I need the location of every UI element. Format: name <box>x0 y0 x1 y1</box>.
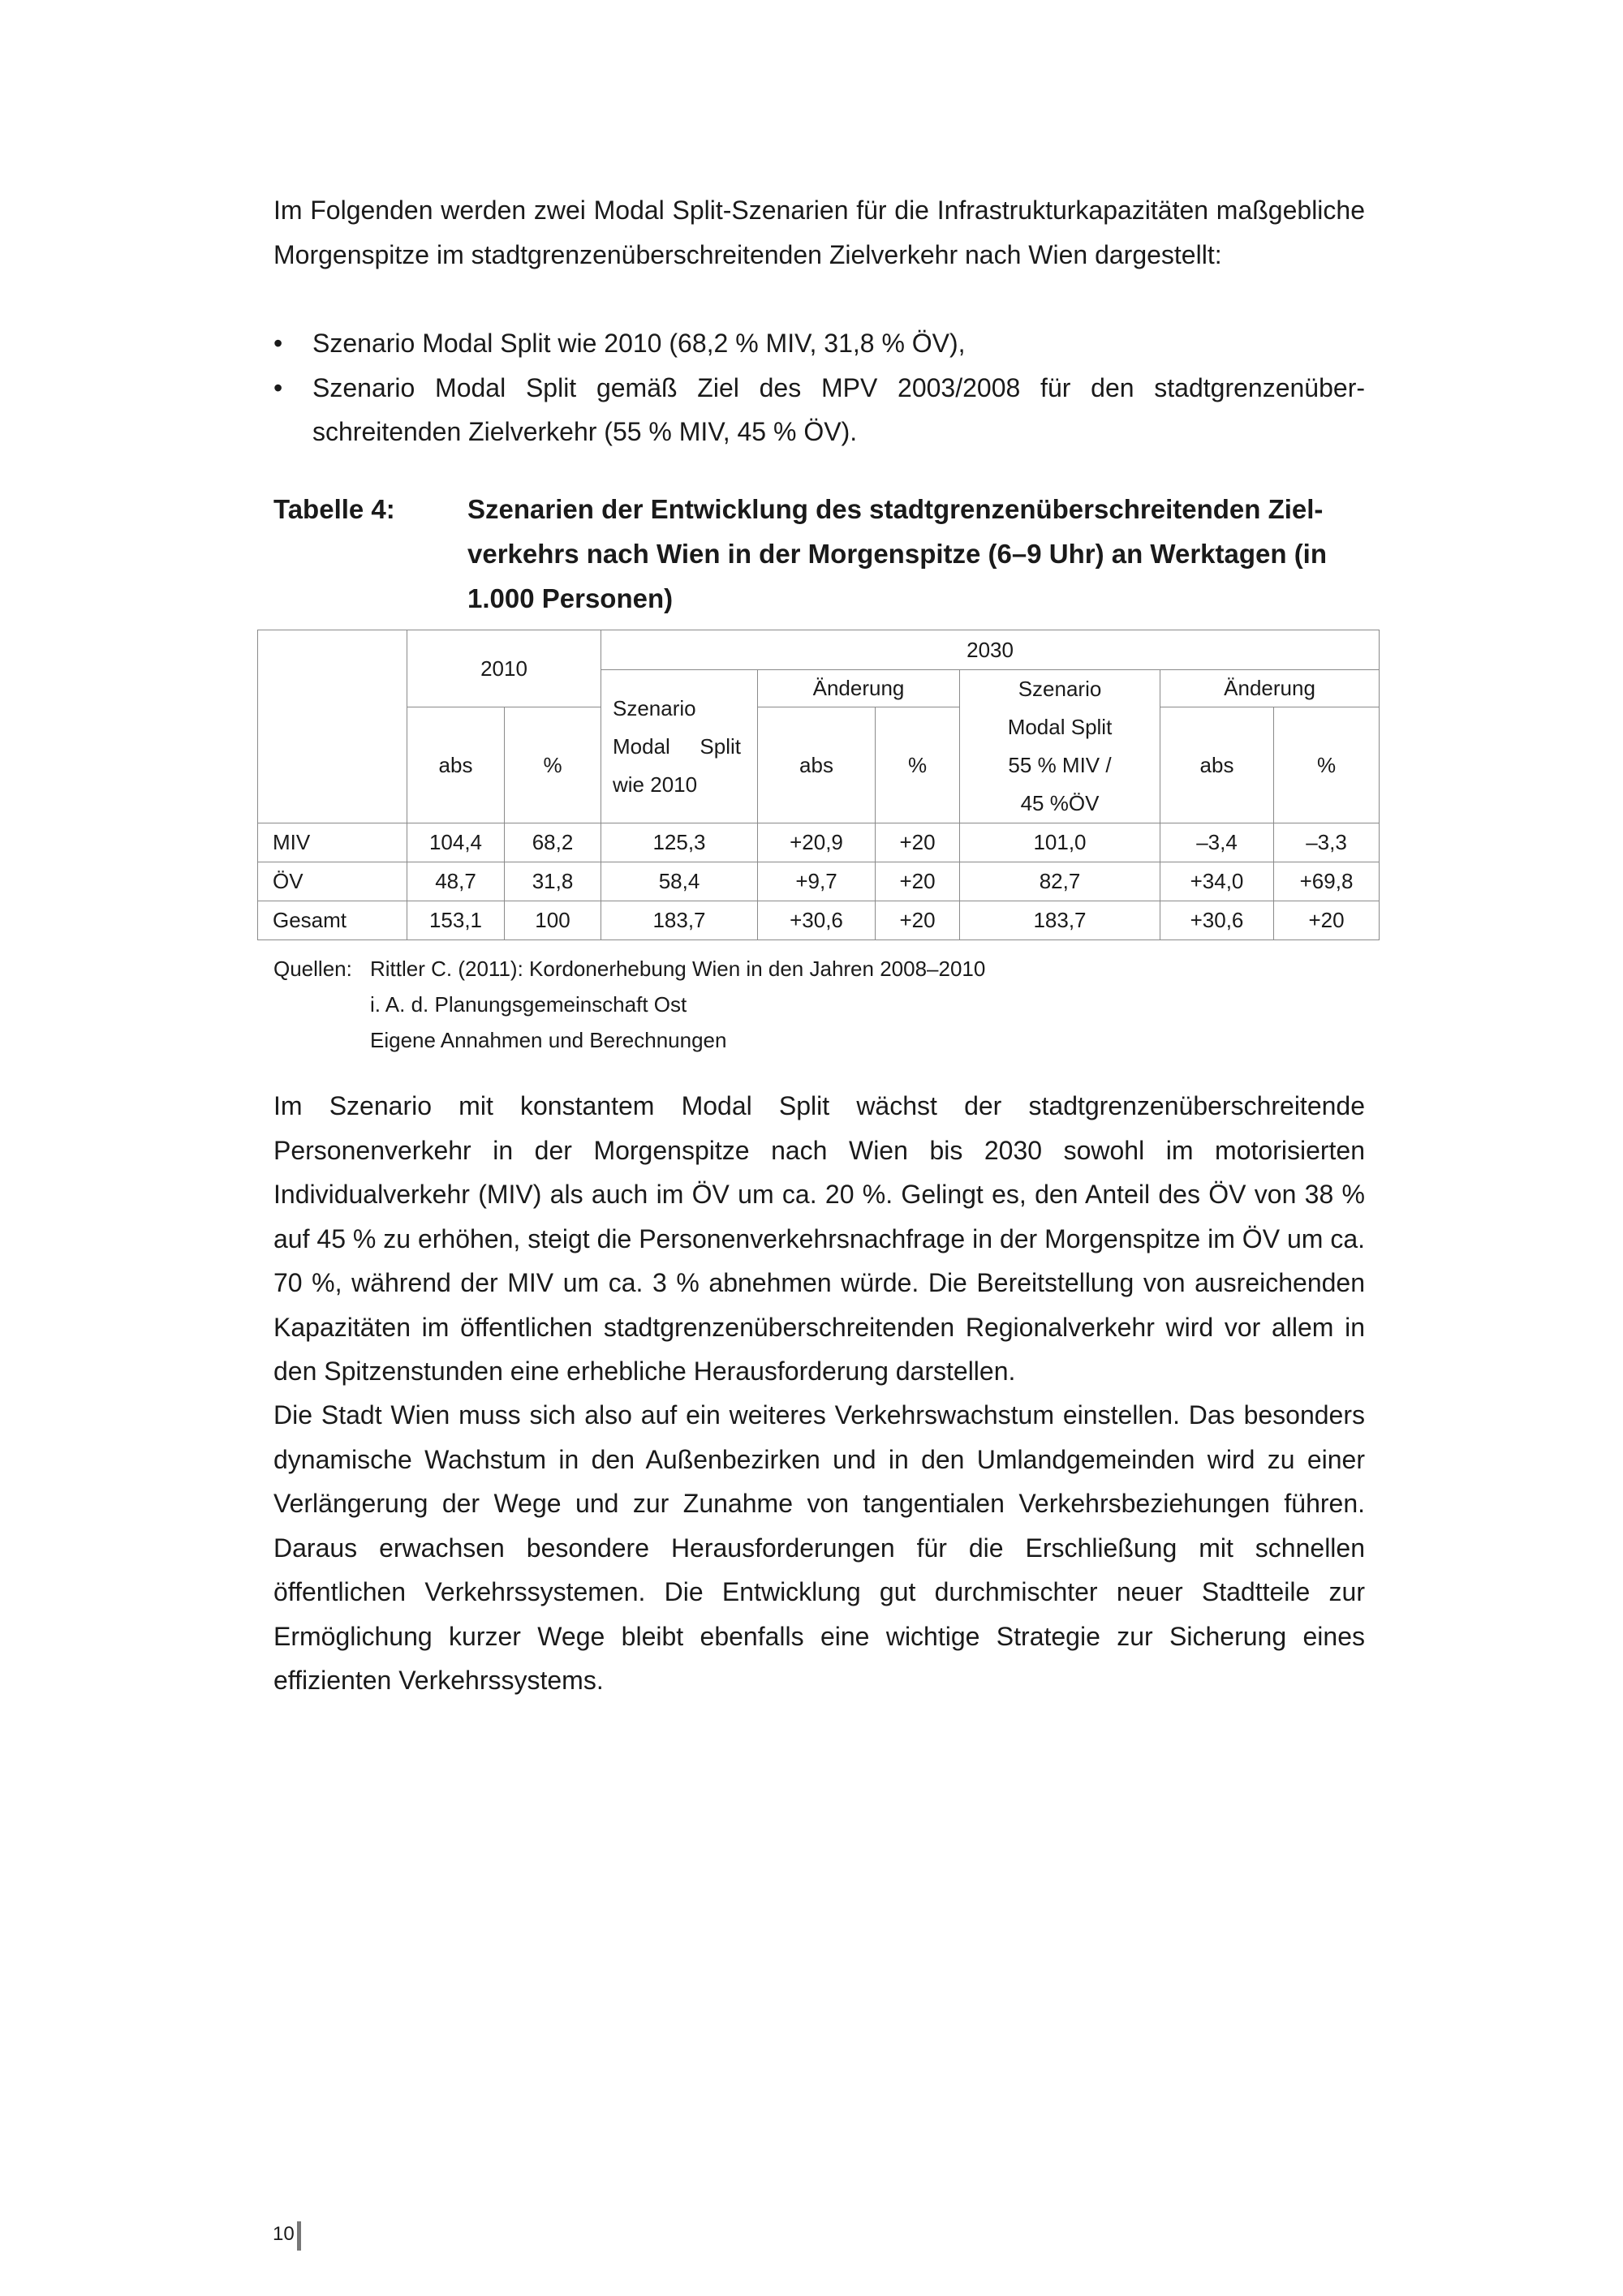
source-line: Eigene Annahmen und Berechnungen <box>370 1028 727 1052</box>
source-line: i. A. d. Planungsgemeinschaft Ost <box>370 992 687 1017</box>
cell-scenario-2010: 183,7 <box>601 901 758 940</box>
analysis-paragraph: Im Szenario mit konstantem Modal Split wächst der stadtgrenzenüberschreitende Personenverkehr in der Morgenspitze nach Wien bis 2030 sowohl im motorisierten Individualverkehr (MIV) als auch im ÖV um ca. 20 %. Gelingt es, den Anteil des ÖV von 38 % auf 45 % zu erhöhen, steigt die Personenverkehrsnachfrage in der Morgenspitze im ÖV um ca. 70 %, während der MIV um ca. 3 % abnehmen würde. Die Bereitstellung von ausreichenden Kapazitäten im öffentlichen stadtgrenzenüberschreitenden Regionalverkehr wird vor allem in den Spitzenstunden eine erhebliche Herausforderung darstellen. <box>273 1091 1365 1386</box>
table-row <box>258 862 1380 901</box>
header-scenario-2010-word: Modal <box>613 733 670 759</box>
header-scenario-2010-word: Split <box>700 733 741 759</box>
row-label: ÖV <box>258 862 407 901</box>
table-caption-title: Szenarien der Entwicklung des stadtgrenzenüberschreitenden Zielverkehrs nach Wien in der Morgenspitze (6–9 Uhr) an Werktagen (in 1.000 Personen) <box>467 494 1328 613</box>
scenario-table <box>257 630 1380 940</box>
header-change-2010: Änderung <box>758 670 960 707</box>
cell-change-abs: +9,7 <box>758 862 876 901</box>
header-scenario-2010-line: Szenario <box>613 695 696 720</box>
intro-paragraph: Im Folgenden werden zwei Modal Split-Szenarien für die Infrastrukturkapazitäten maßgebliche Morgenspitze im stadtgrenzenüberschreitenden Zielverkehr nach Wien dargestellt: <box>273 196 1365 269</box>
bullet-item: • Szenario Modal Split gemäß Ziel des MPV 2003/2008 für den stadtgrenzenüberschreitenden Zielverkehr (55 % MIV, 45 % ÖV). <box>273 366 1365 454</box>
header-scenario-target-line: Modal Split <box>1007 715 1113 739</box>
cell-pct-2010: 68,2 <box>505 823 601 862</box>
cell-change-abs: +30,6 <box>1160 901 1274 940</box>
cell-scenario-2010: 125,3 <box>601 823 758 862</box>
table-caption-label: Tabelle 4: <box>273 494 395 524</box>
header-change-target: Änderung <box>1160 670 1380 707</box>
page-number: 10 <box>273 2223 295 2245</box>
sources-lines <box>370 951 1182 1058</box>
cell-change-pct: +20 <box>1274 901 1380 940</box>
cell-change-pct: +20 <box>876 901 960 940</box>
header-scenario-target <box>960 670 1160 823</box>
cell-change-abs: –3,4 <box>1160 823 1274 862</box>
header-pct: % <box>505 707 601 823</box>
cell-pct-2010: 31,8 <box>505 862 601 901</box>
table-row <box>258 823 1380 862</box>
cell-scenario-2010: 58,4 <box>601 862 758 901</box>
cell-change-abs: +34,0 <box>1160 862 1274 901</box>
cell-change-pct: +20 <box>876 862 960 901</box>
cell-abs-2010: 104,4 <box>407 823 505 862</box>
header-2010: 2010 <box>407 630 601 707</box>
cell-pct-2010: 100 <box>505 901 601 940</box>
row-label: Gesamt <box>258 901 407 940</box>
cell-abs-2010: 48,7 <box>407 862 505 901</box>
cell-scenario-target: 101,0 <box>960 823 1160 862</box>
header-scenario-target-line: 45 %ÖV <box>1020 791 1100 815</box>
header-scenario-2010 <box>601 670 758 823</box>
bullet-item: • Szenario Modal Split wie 2010 (68,2 % MIV, 31,8 % ÖV), <box>273 321 1365 366</box>
cell-change-pct: +20 <box>876 823 960 862</box>
page-number-bar <box>297 2221 301 2251</box>
cell-change-abs: +20,9 <box>758 823 876 862</box>
table-row <box>258 901 1380 940</box>
source-line: Rittler C. (2011): Kordonerhebung Wien in den Jahren 2008–2010 <box>370 957 986 981</box>
header-abs: abs <box>407 707 505 823</box>
header-abs: abs <box>758 707 876 823</box>
header-pct: % <box>1274 707 1380 823</box>
sources-label: Quellen: <box>273 957 352 981</box>
header-scenario-target-line: Szenario <box>1018 677 1102 701</box>
cell-change-pct: +69,8 <box>1274 862 1380 901</box>
cell-scenario-target: 183,7 <box>960 901 1160 940</box>
table-corner-cell <box>258 630 407 823</box>
outlook-paragraph: Die Stadt Wien muss sich also auf ein weiteres Verkehrswachstum einstellen. Das besonders dynamische Wachstum in den Außenbezirken und in den Umlandgemeinden wird zu einer Verlängerung der Wege und zur Zunahme von tangentialen Verkehrsbeziehungen führen. Daraus erwachsen besondere Herausforderungen für die Erschließung mit schnellen öffentlichen Verkehrssystemen. Die Entwicklung gut durchmischter neuer Stadtteile zur Ermöglichung kurzer Wege bleibt ebenfalls eine wichtige Strategie zur Sicherung eines effizienten Verkehrssystems. <box>273 1400 1365 1695</box>
header-pct: % <box>876 707 960 823</box>
scenario-bullet-list <box>273 321 1365 454</box>
header-2030: 2030 <box>601 630 1380 670</box>
header-scenario-2010-line: wie 2010 <box>613 772 698 797</box>
header-scenario-target-line: 55 % MIV / <box>1008 753 1112 777</box>
row-label: MIV <box>258 823 407 862</box>
cell-scenario-target: 82,7 <box>960 862 1160 901</box>
cell-change-pct: –3,3 <box>1274 823 1380 862</box>
header-abs: abs <box>1160 707 1274 823</box>
cell-change-abs: +30,6 <box>758 901 876 940</box>
cell-abs-2010: 153,1 <box>407 901 505 940</box>
header-scenario-2010-line <box>613 728 752 766</box>
